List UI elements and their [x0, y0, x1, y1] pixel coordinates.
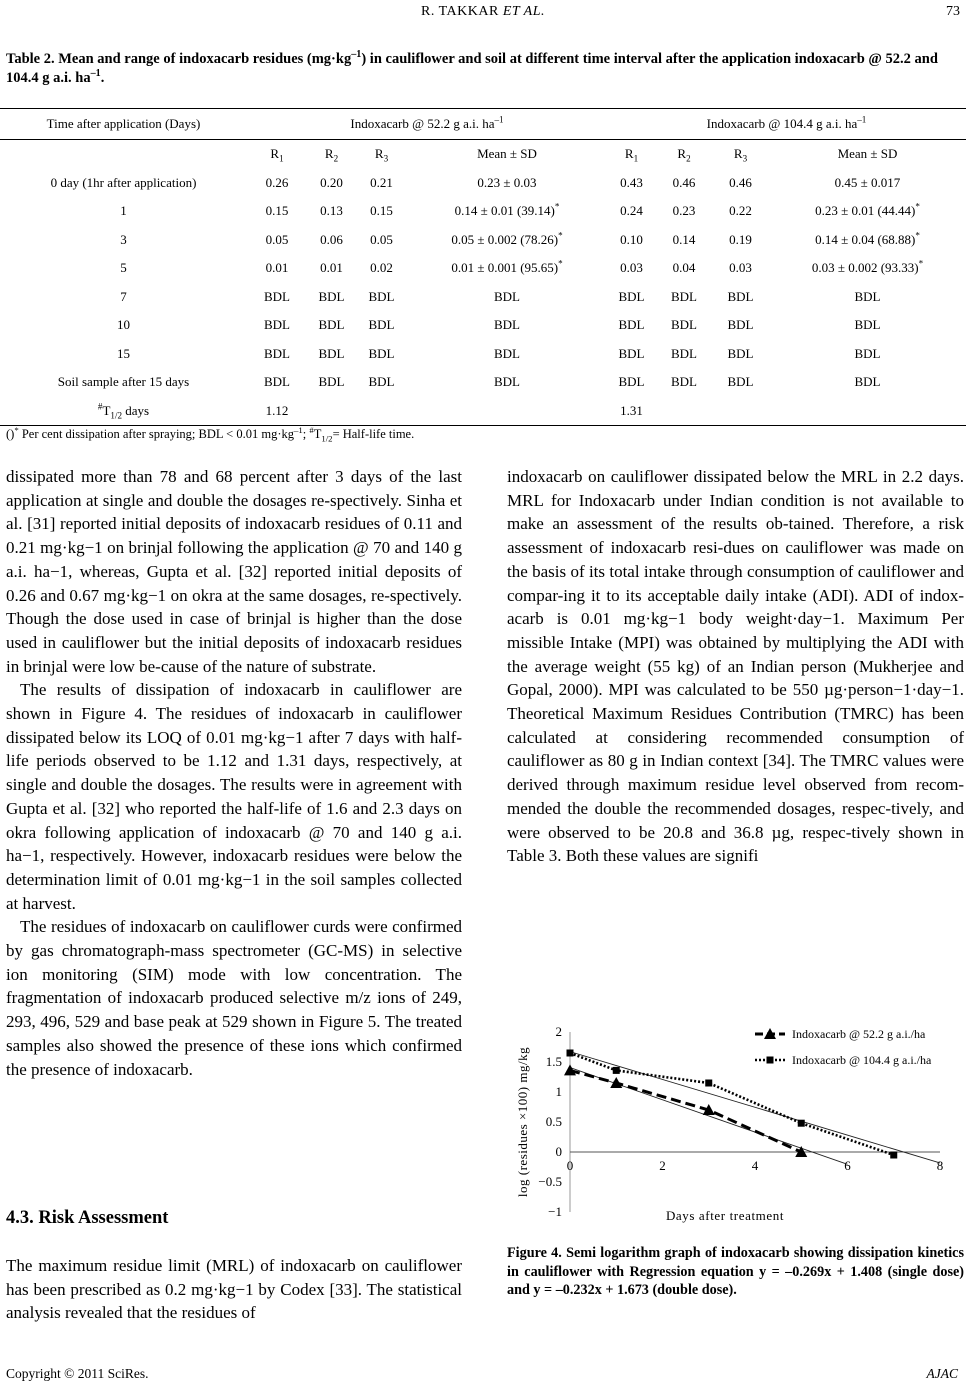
- table-subheader-row: $R_1$ $R_2$ $R_3$ Mean ± SD $R_1$ $R_2$ $R_3$ Mean ± SD: [270, 146, 898, 164]
- table-cell: 0.24: [620, 203, 643, 219]
- table-cell: BDL: [264, 317, 290, 333]
- table-cell: BDL: [618, 317, 645, 333]
- half-life-row: $^{\#}T_{1/2}$ days 1.12 1.31: [0, 397, 966, 426]
- y-tick-label: 1.5: [545, 1054, 562, 1069]
- table-cell: BDL: [727, 345, 754, 361]
- table-cell: 0.23 ± 0.01 (44.44)*: [815, 201, 920, 219]
- table-cell: BDL: [494, 345, 520, 361]
- table-row: [0, 368, 966, 397]
- legend-marker: [767, 1057, 774, 1064]
- table-cell: 0.46: [672, 174, 696, 190]
- table-cell: BDL: [318, 345, 345, 361]
- x-tick-label: 2: [659, 1158, 666, 1173]
- y-axis-label: log (residues ×100) mg/kg: [515, 1046, 530, 1198]
- table-cell: 0.26: [265, 174, 289, 190]
- y-tick-label: −0.5: [538, 1174, 562, 1189]
- table-cell: 0.03: [729, 260, 752, 276]
- table-cell: BDL: [494, 288, 520, 304]
- right-column: [507, 465, 964, 868]
- table-cell: 3: [120, 231, 127, 247]
- table-cell: 0.14: [672, 231, 696, 247]
- table-row: [0, 169, 966, 198]
- table-cell: BDL: [671, 288, 697, 304]
- table-cell: 0.03 ± 0.002 (93.33)*: [811, 258, 924, 276]
- table-cell: 0.14 ± 0.01 (39.14)*: [454, 201, 560, 219]
- data-point: [567, 1050, 574, 1057]
- table-cell: BDL: [494, 374, 520, 390]
- table-cell: BDL: [727, 317, 754, 333]
- figure-caption: Figure 4. Semi logarithm graph of indoxacarb showing dissipation kinetics in cauliflower with Regression equation y = –0.269x + 1.408 (single dose) and y = –0.232x + 1.673 (double dose).: [507, 1245, 964, 1299]
- y-tick-label: 2: [555, 1024, 562, 1039]
- table-footnote: ()* Per cent dissipation after spraying; BDL < 0.01 $mg\cdot kg^{-1}$; $^{\#}T_{1/2}=$ Half-life time.: [6, 424, 415, 444]
- journal-name: AJAC: [926, 1366, 958, 1381]
- table-row: [0, 254, 966, 283]
- section-heading: 4.3. Risk Assessment: [6, 1208, 169, 1228]
- paragraph: The maximum residue limit (MRL) of indoxacarb on cauliflower has been prescribed as 0.2 mg·kg−1 by Codex [33]. The statistical analysis revealed that the residues of: [6, 1256, 462, 1323]
- table-cell: 0.21: [370, 174, 393, 190]
- table-cell: 15: [117, 345, 130, 361]
- table-cell: 0.20: [320, 174, 343, 190]
- left-column: [6, 465, 462, 1081]
- x-tick-label: 4: [751, 1158, 759, 1173]
- data-point: [705, 1080, 712, 1087]
- x-tick-label: 6: [844, 1158, 851, 1173]
- table-cell: 7: [120, 288, 127, 304]
- table-cell: 0.05 ± 0.002 (78.26)*: [451, 230, 563, 247]
- col-time-header: Time after application (Days): [0, 109, 247, 140]
- table-cell: 0.05: [265, 231, 289, 247]
- data-point: [890, 1152, 897, 1159]
- legend-label: Indoxacarb @ 104.4 g a.i./ha: [792, 1053, 932, 1067]
- table-row: [0, 340, 966, 369]
- table-cell: BDL: [264, 288, 290, 304]
- table-cell: BDL: [727, 288, 754, 304]
- table-cell: BDL: [618, 374, 645, 390]
- data-point: [798, 1120, 805, 1127]
- table-cell: 0.23 ± 0.03: [477, 174, 537, 190]
- table-cell: BDL: [671, 317, 697, 333]
- table-cell: 1: [120, 203, 127, 219]
- y-tick-label: 0.5: [545, 1114, 562, 1129]
- legend-label: Indoxacarb @ 52.2 g a.i./ha: [792, 1027, 926, 1041]
- chart-svg: [510, 1012, 966, 1228]
- copyright: Copyright © 2011 SciRes.: [6, 1366, 149, 1381]
- table-cell: 0.04: [672, 260, 696, 276]
- table-cell: 0.05: [370, 231, 393, 247]
- table-cell: BDL: [368, 317, 395, 333]
- table-cell: BDL: [368, 345, 395, 361]
- x-tick-label: 0: [566, 1158, 574, 1173]
- table-row: [0, 311, 966, 340]
- table-cell: 0.19: [729, 231, 752, 247]
- group-a-header: Indoxacarb @ 52.2 g a.i. $ha^{-1}$: [247, 109, 607, 140]
- table-caption: Table 2. Mean and range of indoxacarb residues $(mg\cdot kg^{-1})$ in cauliflower and soil at different time interval after the application indoxacarb @ 52.2 and 104.4 g a.i. $ha^{-1}$.: [6, 49, 938, 86]
- page-number: 73: [946, 4, 960, 19]
- regression-line: [570, 1052, 940, 1163]
- table-cell: 0.23: [672, 203, 696, 219]
- table-row: [0, 226, 966, 255]
- y-tick-label: 1: [555, 1084, 562, 1099]
- paragraph: dissipated more than 78 and 68 percent after 3 days of the last application at single and double the dosages re-spectively. Sinha et al. [31] reported initial deposits of indoxacarb residues of 0.11 and 0.21 mg·kg−1 on brinjal following the application @ 70 and 140 g a.i. ha−1, whereas, Gupta et al. [32] reported initial deposits of 0.26 and 0.67 mg·kg−1 on okra at the same dosages, re-spectively. Though the dose used in case of brinjal is higher than the dose used in cauliflower but the initial deposits of indoxacarb residues in brinjal were low be-cause of the nature of substrate.: [6, 467, 462, 676]
- table-cell: BDL: [854, 317, 881, 333]
- table-cell: 0.15: [265, 203, 289, 219]
- data-point: [613, 1067, 620, 1074]
- table-cell: 10: [117, 317, 130, 333]
- table-cell: 0.13: [320, 203, 343, 219]
- residue-table: [0, 108, 966, 426]
- paragraph: The residues of indoxacarb on cauliflower curds were confirmed by gas chromatograph-mass spectrometer (GC-MS) in selective ion monitoring (SIM) mode with low concentration. The fragmentation of indoxacarb produced selective m/z ions of 249, 293, 496, 529 and base peak at 529 shown in Figure 5. The treated samples also showed the presence of these ions which confirmed the presence of indoxacarb.: [6, 917, 462, 1079]
- table-cell: BDL: [854, 345, 881, 361]
- table-cell: BDL: [671, 345, 697, 361]
- table-cell: BDL: [318, 374, 345, 390]
- table-cell: 0.06: [320, 231, 343, 247]
- table-cell: BDL: [368, 374, 395, 390]
- table-cell: 0.01 ± 0.001 (95.65)*: [451, 258, 563, 276]
- table-cell: BDL: [318, 288, 345, 304]
- table-cell: 0.03: [620, 260, 643, 276]
- table-cell: 0.01: [265, 260, 289, 276]
- table-cell: 0.46: [729, 174, 752, 190]
- table-cell: BDL: [618, 288, 645, 304]
- table-cell: Soil sample after 15 days: [57, 374, 190, 390]
- running-title: R. TAKKAR ET AL.: [421, 4, 545, 19]
- paragraph: indoxacarb on cauliflower dissipated below the MRL in 2.2 days. MRL for Indoxacarb under Indian condition is not available to make an assessment of the results ob-tained. Therefore, a risk assessment of indoxacarb resi-dues on cauliflower was made on the basis of its total intake through consumption of cauliflower and compar-ing it to its acceptable daily intake (ADI). ADI of indox-acarb is 0.01 mg·kg−1 body weight·day−1. Maximum Per missible Intake (MPI) was obtained by multiplying the ADI with the average weight (55 kg) of an Indian person (Mukherjee and Gopal, 2000). MPI was calculated to be 550 µg·person−1·day−1. Theoretical Maximum Residues Contribution (TMRC) has been calculated at considering recommended consumption of cauliflower as 80 g in Indian context [34]. The TMRC values were derived through maximum residue level observed from recom-mended the double the recommended dosages, respec-tively, and were observed to be 20.8 and 36.8 µg, respec-tively shown in Table 3. Both these values are signifi: [507, 467, 964, 866]
- table-cell: 0.10: [620, 231, 643, 247]
- table-row: [0, 197, 966, 226]
- table-cell: BDL: [854, 374, 881, 390]
- table-cell: 0 day (1hr after application): [50, 174, 197, 190]
- figure-4-chart: [510, 1012, 966, 1228]
- page-footer: [6, 1366, 964, 1382]
- table-cell: 0.45 ± 0.017: [834, 174, 901, 190]
- table-cell: 0.14 ± 0.04 (68.88)*: [815, 230, 920, 247]
- table-row: [0, 283, 966, 312]
- table-header-row: [0, 109, 966, 140]
- table-cell: 0.01: [320, 260, 343, 276]
- table-cell: BDL: [727, 374, 754, 390]
- table-cell: BDL: [854, 288, 881, 304]
- x-axis-label: Days after treatment: [665, 1208, 785, 1223]
- table-cell: 5: [120, 260, 127, 276]
- table-cell: BDL: [618, 345, 645, 361]
- table-cell: BDL: [368, 288, 395, 304]
- group-b-header: Indoxacarb @ 104.4 g a.i. $ha^{-1}$: [607, 109, 966, 140]
- table-cell: 0.43: [620, 174, 643, 190]
- table-cell: BDL: [494, 317, 520, 333]
- table-cell: BDL: [318, 317, 345, 333]
- paragraph: The results of dissipation of indoxacarb in cauliflower are shown in Figure 4. The residues of indoxacarb in cauliflower dissipated below its LOQ of 0.01 mg·kg−1 after 7 days with half-life periods observed to be 1.12 and 1.31 days, respectively, at single and double the dosages. The results were in agreement with Gupta et al. [32] who reported the half-life of 1.6 and 2.3 days on okra following application of indoxacarb @ 70 and 140 g a.i. ha−1, respectively. However, indoxacarb residues were below the determination limit of 0.01 mg·kg−1 in the soil samples collected at harvest.: [6, 680, 462, 913]
- y-tick-label: 0: [555, 1144, 562, 1159]
- table-cell: BDL: [264, 374, 290, 390]
- table-cell: BDL: [671, 374, 697, 390]
- data-point: [564, 1064, 576, 1075]
- x-tick-label: 8: [936, 1158, 944, 1173]
- table-cell: 0.02: [370, 260, 393, 276]
- table-cell: 0.15: [370, 203, 393, 219]
- table-cell: 0.22: [729, 203, 752, 219]
- table-cell: BDL: [264, 345, 290, 361]
- y-tick-label: −1: [548, 1204, 562, 1219]
